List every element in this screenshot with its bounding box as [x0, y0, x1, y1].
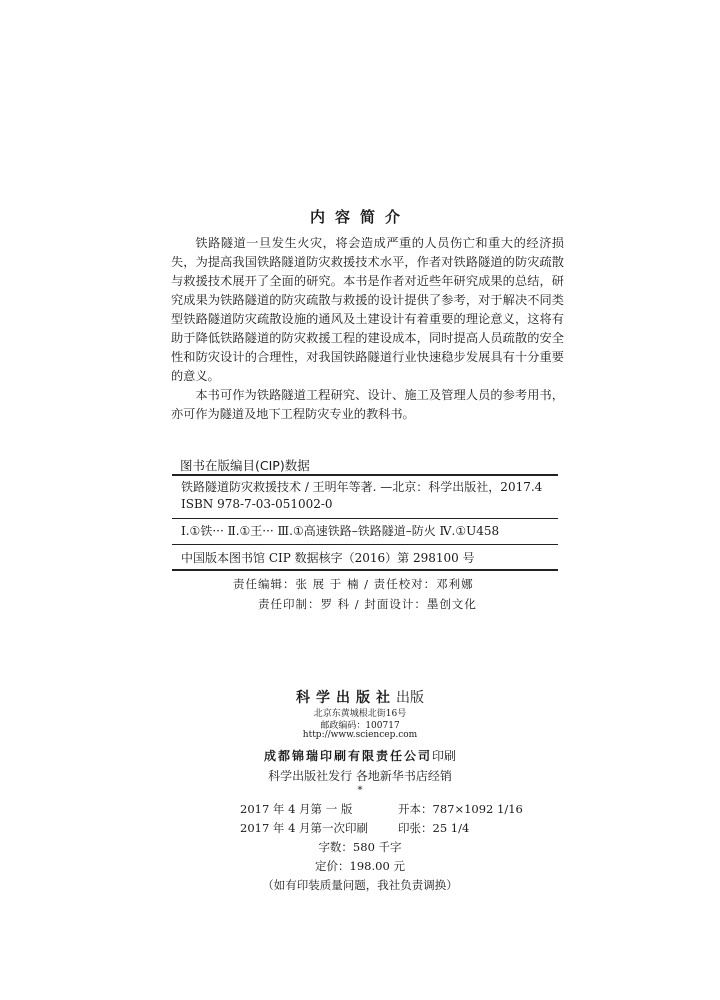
format-info: 开本：787×1092 1/16 — [398, 802, 523, 816]
cip-title-line: 铁路隧道防灾救援技术 / 王明年等著. —北京：科学出版社，2017.4 — [181, 480, 543, 494]
print-info: 2017 年 4 月第一次印刷 — [240, 821, 369, 835]
cip-isbn-line: ISBN 978-7-03-051002-0 — [181, 497, 333, 511]
summary-paragraph-1: 铁路隧道一旦发生火灾，将会造成严重的人员伤亡和重大的经济损失，为提高我国铁路隧道防灾救援技术水平，作者对铁路隧道的防灾疏散与救援技术展开了全面的研究。本书是作者对近些年研究成果的总结，研究成果为铁路隧道的防灾疏散与救援的设计提供了参考，对于解决不同类型铁路隧道防灾疏散设施的通风及土建设计有着重要的理论意义，这将有助于降低铁路隧道的防灾救援工程的建设成本，同时提高人员疏散的安全性和防灾设计的合理性，对我国铁路隧道行业快速稳步发展具有十分重要的意义。 — [171, 236, 564, 383]
cip-classification-line: Ⅰ.①铁··· Ⅱ.①王··· Ⅲ.①高速铁路–铁路隧道–防火 Ⅳ.①U458 — [181, 524, 500, 538]
publisher-address: 北京东黄城根北街16号 — [313, 709, 407, 719]
cip-rule-2 — [172, 544, 558, 545]
publisher-line — [0, 687, 720, 707]
editor-credits: 责任编辑：张 展 于 楠 / 责任校对：邓利娜 — [233, 577, 474, 591]
printer-name: 成都锦瑞印刷有限责任公司 — [263, 749, 432, 763]
summary-paragraph-2: 本书可作为铁路隧道工程研究、设计、施工及管理人员的参考用书，亦可作为隧道及地下工程防灾专业的教科书。 — [171, 388, 564, 421]
quality-note: （如有印装质量问题，我社负责调换） — [262, 878, 458, 892]
printer-line — [0, 747, 720, 764]
production-credits: 责任印制：罗 科 / 封面设计：墨创文化 — [258, 597, 477, 611]
publisher-postcode: 邮政编码：100717 — [320, 721, 400, 731]
page-title: 内容简介 — [309, 208, 410, 226]
sheets-info: 印张：25 1/4 — [398, 821, 470, 835]
printer-suffix: 印刷 — [432, 749, 457, 763]
separator-star: * — [357, 785, 363, 796]
cip-heading: 图书在版编目(CIP)数据 — [180, 458, 310, 473]
word-count: 字数：580 千字 — [318, 840, 402, 854]
cip-rule-1 — [172, 518, 558, 519]
cip-top-rule — [172, 474, 558, 476]
publisher-suffix: 出版 — [396, 690, 424, 706]
distribution-line: 科学出版社发行 各地新华书店经销 — [268, 769, 452, 783]
edition-info: 2017 年 4 月第 一 版 — [240, 802, 353, 816]
content-summary — [171, 234, 564, 424]
cip-record-line: 中国版本图书馆 CIP 数据核字（2016）第 298100 号 — [181, 551, 475, 565]
publisher-url: http://www.sciencep.com — [302, 730, 418, 740]
cip-bottom-rule — [172, 569, 558, 571]
price: 定价：198.00 元 — [315, 859, 405, 873]
publisher-name: 科学出版社 — [296, 690, 396, 706]
